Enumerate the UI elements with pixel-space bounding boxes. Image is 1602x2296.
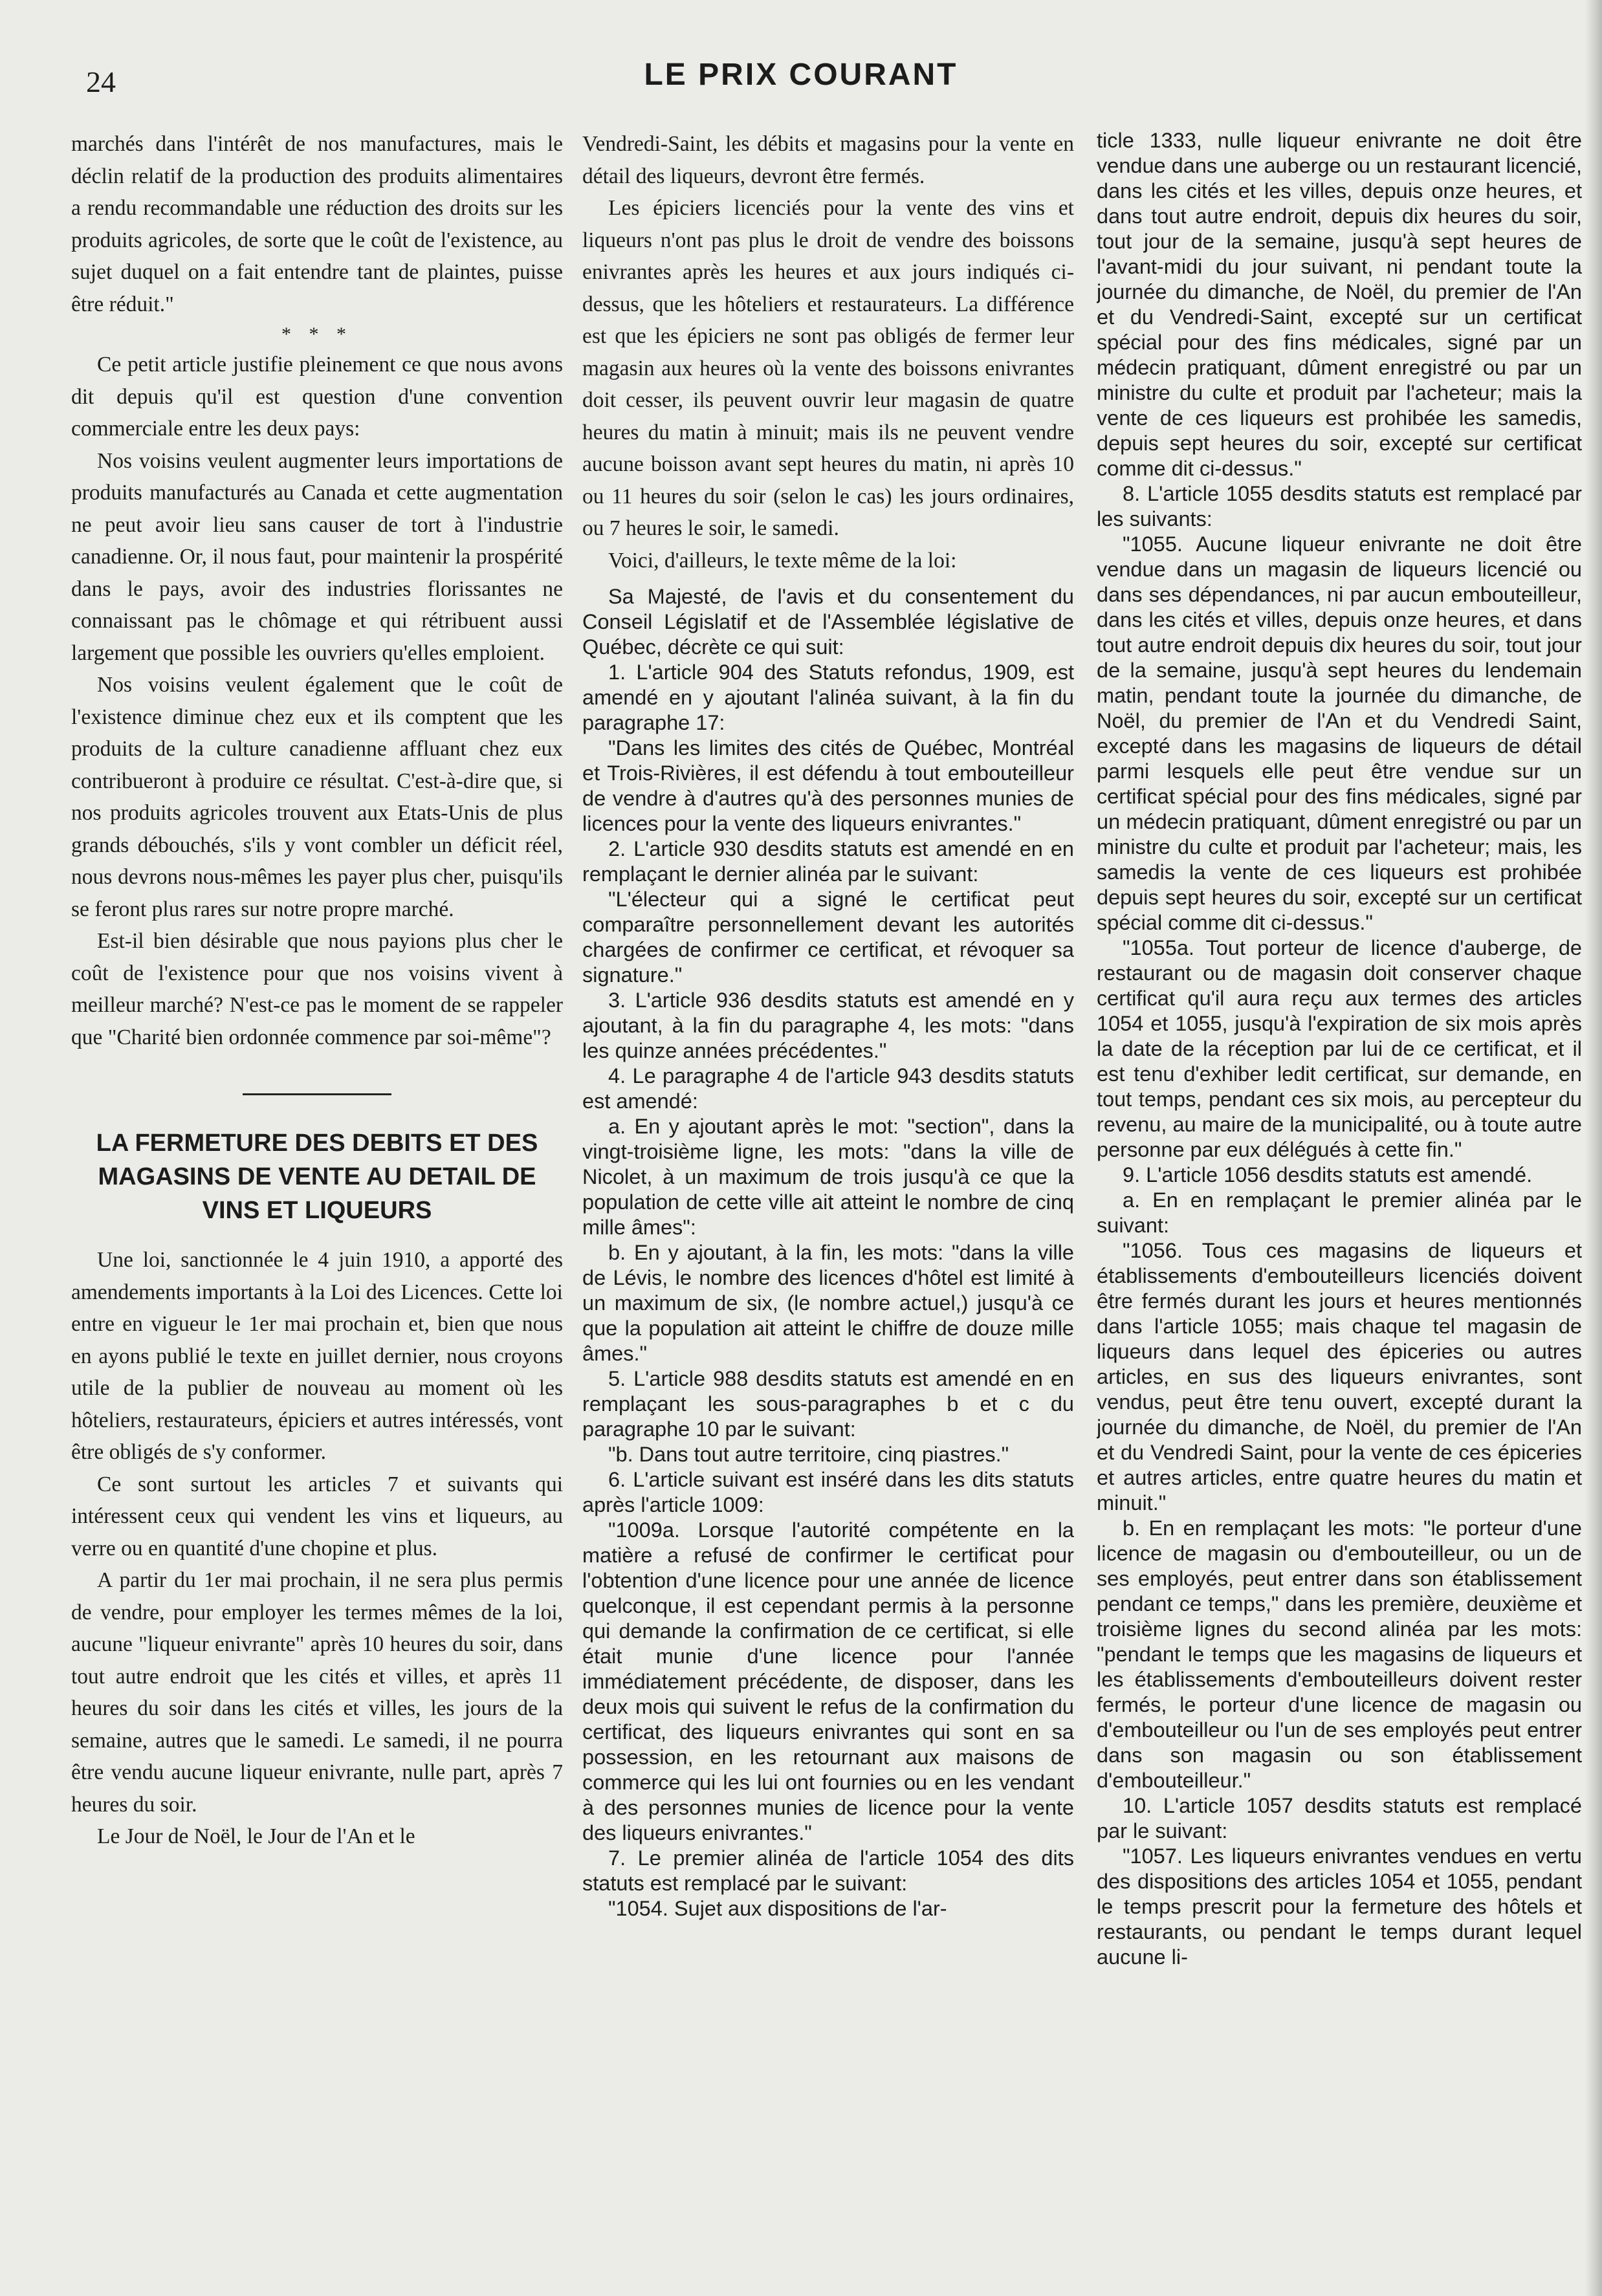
law-text: a. En en remplaçant le premier alinéa par le suivant: xyxy=(1097,1188,1582,1237)
law-text: 8. L'article 1055 desdits statuts est remplacé par les suivants: xyxy=(1097,482,1582,530)
page-edge-shadow xyxy=(1585,0,1602,2296)
law-text: "1057. Les liqueurs enivrantes vendues en vertu des dispositions des articles 1054 et 1055, pendant le temps prescrit pour la fermeture des hôtels et restaurants, ou pendant le temps durant lequel aucune li- xyxy=(1097,1844,1582,1969)
paragraph: Ce sont surtout les articles 7 et suivants qui intéressent ceux qui vendent les vins et liqueurs, au verre ou en quantité d'une chopine et plus. xyxy=(71,1472,563,1560)
law-text: ticle 1333, nulle liqueur enivrante ne doit être vendue dans une auberge ou un restaurant licencié, dans les cités et les villes, depuis onze heures, et dans tout autre endroit, depuis dix heures du soir, tout jour de la semaine, jusqu'à sept heures de l'avant-midi du jour suivant, ni pendant toute la journée du dimanche, de Noël, du premier de l'An et du Vendredi-Saint, excepté sur un certificat spécial pour des fins médicales, signé par un médecin pratiquant, dûment enregistré ou par un ministre du culte et produit par l'acheteur; mais la vente de ces liqueurs est prohibée les samedis, depuis sept heures du soir, excepté sur certificat comme dit ci-dessus." xyxy=(1097,129,1582,480)
law-text: 10. L'article 1057 desdits statuts est remplacé par le suivant: xyxy=(1097,1794,1582,1842)
paragraph: Nos voisins veulent également que le coût de l'existence diminue chez eux et ils comptent que les produits de la culture canadienne affluant chez eux contribueront à produire ce résultat. C'est-à-dire que, si nos produits agricoles trouvent aux Etats-Unis de plus grands débouchés, s'ils y vont combler un déficit réel, nous devrons nous-mêmes les payer plus cher, puisqu'ils se feront plus rares sur notre propre marché. xyxy=(71,673,563,921)
paragraph: Ce petit article justifie pleinement ce que nous avons dit depuis qu'il est question d'une convention commerciale entre les deux pays: xyxy=(71,353,563,441)
column-left xyxy=(71,128,563,2244)
page-header xyxy=(0,53,1602,105)
paragraph: Voici, d'ailleurs, le texte même de la loi: xyxy=(608,548,957,573)
paragraph: Les épiciers licenciés pour la vente des vins et liqueurs n'ont pas plus le droit de vendre des boissons enivrantes après les heures et aux jours indiqués ci-dessus, que les hôteliers et restaurateurs. La différence est que les épiciers ne sont pas obligés de fermer leur magasin aux heures où la vente des boissons enivrantes doit cesser, ils peuvent ouvrir leur magasin de quatre heures du matin à minuit; mais ils ne peuvent vendre aucune boisson avant sept heures du matin, ni après 10 ou 11 heures du soir (selon le cas) les jours ordinaires, ou 7 heures le soir, le samedi. xyxy=(582,196,1074,540)
law-text: b. En y ajoutant, à la fin, les mots: "dans la ville de Lévis, le nombre des licences d'hôtel est limité à un maximum de six, (le nombre actuel,) jusqu'à ce que la population ait atteint le chiffre de douze mille âmes." xyxy=(582,1241,1074,1365)
law-text: a. En y ajoutant après le mot: "section", dans la vingt-troisième ligne, les mots: "dans la ville de Nicolet, à un maximum de trois jusqu'à ce que la population de cette ville ait atteint le nombre de cinq mille âmes": xyxy=(582,1115,1074,1239)
law-text: "1009a. Lorsque l'autorité compétente en la matière a refusé de confirmer le certificat pour l'obtention d'une licence pour une année de licence quelconque, il est cependant permis à la personne qui demande la confirmation de ce certificat, si elle était munie d'une licence pour l'année immédiatement précédente, de disposer, dans les deux mois qui suivent le refus de la confirmation du certificat, des liqueurs enivrantes qui sont en sa possession, en les retournant aux maisons de commerce qui les lui ont fournies ou en les vendant à des personnes munies de licence pour la vente des liqueurs enivrantes." xyxy=(582,1518,1074,1844)
law-text: 3. L'article 936 desdits statuts est amendé en y ajoutant, à la fin du paragraphe 4, les mots: "dans les quinze années précédentes." xyxy=(582,989,1074,1062)
paragraph: marchés dans l'intérêt de nos manufactures, mais le déclin relatif de la production des produits alimentaires a rendu recommandable une réduction des droits sur les produits agricoles, de sorte que le coût de l'existence, au sujet duquel on a fait entendre tant de plaintes, puisse être réduit." xyxy=(71,132,563,316)
law-text: 9. L'article 1056 desdits statuts est amendé. xyxy=(1123,1163,1533,1186)
law-text: 6. L'article suivant est inséré dans les dits statuts après l'article 1009: xyxy=(582,1468,1074,1516)
page-number: 24 xyxy=(86,65,116,98)
spacer xyxy=(582,576,1074,584)
law-text: Sa Majesté, de l'avis et du consentement du Conseil Législatif et de l'Assemblée législative de Québec, décrète ce qui suit: xyxy=(582,585,1074,659)
law-text: 1. L'article 904 des Statuts refondus, 1909, est amendé en y ajoutant l'alinéa suivant, à la fin du paragraphe 17: xyxy=(582,661,1074,734)
paragraph: Une loi, sanctionnée le 4 juin 1910, a apporté des amendements importants à la Loi des Licences. Cette loi entre en vigueur le 1er mai prochain et, bien que nous en ayons publié le texte en juillet dernier, nous croyons utile de la publier de nouveau au moment où les hôteliers, restaurateurs, épiciers et autres intéressés, vont être obligés de s'y conformer. xyxy=(71,1248,563,1464)
section-asterism: * * * xyxy=(281,323,353,345)
paragraph: Vendredi-Saint, les débits et magasins pour la vente en détail des liqueurs, devront être fermés. xyxy=(582,132,1074,188)
column-right xyxy=(1097,128,1582,2282)
paragraph: Nos voisins veulent augmenter leurs importations de produits manufacturés au Canada et cette augmentation ne peut avoir lieu sans causer de tort à l'industrie canadienne. Or, il nous faut, pour maintenir la prospérité dans le pays, avoir des industries florissantes ne connaissant pas le chômage et qui rétribuent aussi largement que possible les ouvriers qu'elles emploient. xyxy=(71,448,563,665)
law-text: "L'électeur qui a signé le certificat peut comparaître personnellement devant les autorités chargées de confirmer ce certificat, et révoquer sa signature." xyxy=(582,888,1074,987)
law-text: "1056. Tous ces magasins de liqueurs et établissements d'embouteilleurs licenciés doivent être fermés durant les jours et heures mentionnés dans l'article 1055; mais chaque tel magasin de liqueurs dans lequel des épiceries ou autres articles, en sus des liqueurs enivrantes, sont vendus, peut être tenu ouvert, excepté durant la journée du dimanche, de Noël, du premier de l'An et du Vendredi Saint, pour la vente de ces épiceries et autres articles, entre quatre heures du matin et minuit." xyxy=(1097,1239,1582,1514)
law-text: "Dans les limites des cités de Québec, Montréal et Trois-Rivières, il est défendu à tout embouteilleur de vendre à d'autres qu'à des personnes munies de licences pour la vente des liqueurs enivrantes." xyxy=(582,736,1074,835)
law-text: "1054. Sujet aux dispositions de l'ar- xyxy=(608,1897,947,1920)
paragraph: A partir du 1er mai prochain, il ne sera plus permis de vendre, pour employer les termes mêmes de la loi, aucune "liqueur enivrante" après 10 heures du soir, dans tout autre endroit que les cités et villes, et après 11 heures du soir dans les cités et villes, les jours de la semaine, autres que le samedi. Le samedi, il ne pourra être vendu aucune liqueur enivrante, nulle part, après 7 heures du soir. xyxy=(71,1568,563,1817)
law-text: 5. L'article 988 desdits statuts est amendé en en remplaçant les sous-paragraphes b et c du paragraphe 10 par le suivant: xyxy=(582,1367,1074,1441)
law-text: b. En en remplaçant les mots: "le porteur d'une licence de magasin ou d'embouteilleur, ou un de ses employés, peut entrer dans son établissement pendant ce temps," dans les première, deuxième et troisième lignes du second alinéa par les mots: "pendant le temps que les magasins de liqueurs et les établissements d'embouteilleurs doivent rester fermés, le porteur d'une licence de magasin ou d'embouteilleur ou l'un de ses employés peut entrer dans son magasin ou son établissement d'embouteilleur." xyxy=(1097,1516,1582,1792)
law-text: 2. L'article 930 desdits statuts est amendé en en remplaçant le dernier alinéa par le suivant: xyxy=(582,837,1074,886)
paragraph: Est-il bien désirable que nous payions plus cher le coût de l'existence pour que nos voisins vivent à meilleur marché? N'est-ce pas le moment de se rappeler que "Charité bien ordonnée commence par soi-même"? xyxy=(71,929,563,1049)
law-text: 4. Le paragraphe 4 de l'article 943 desdits statuts est amendé: xyxy=(582,1064,1074,1113)
law-text: 7. Le premier alinéa de l'article 1054 des dits statuts est remplacé par le suivant: xyxy=(582,1846,1074,1895)
law-text: "b. Dans tout autre territoire, cinq piastres." xyxy=(608,1443,1009,1466)
article-heading: LA FERMETURE DES DEBITS ET DES MAGASINS DE VENTE AU DETAIL DE VINS ET LIQUEURS xyxy=(96,1130,538,1224)
paragraph: Le Jour de Noël, le Jour de l'An et le xyxy=(97,1824,415,1848)
journal-title: LE PRIX COURANT xyxy=(644,58,958,92)
law-text: "1055a. Tout porteur de licence d'auberge, de restaurant ou de magasin doit conserver chaque certificat qu'il aura reçu aux termes des articles 1054 et 1055, jusqu'à l'expiration de six mois après la date de la réception par lui de ce certificat, et il est tenu d'exhiber ledit certificat, sur demande, en tout temps, pendant ces six mois, au percepteur du revenu, au maire de la municipalité, ou à toute autre personne par eux délégués à cette fin." xyxy=(1097,936,1582,1161)
law-text: "1055. Aucune liqueur enivrante ne doit être vendue dans un magasin de liqueurs licencié ou dans ses dépendances, ni par aucun embouteilleur, dans les cités et villes, depuis onze heures, et dans tout autre endroit depuis dix heures du soir, tout jour de la semaine, jusqu'à sept heures du lendemain matin, pendant toute la journée du dimanche, de Noël, du premier de l'An et du Vendredi Saint, excepté dans les magasins de liqueurs de détail parmi lesquels elle peut être vendue sur un certificat spécial pour des fins médicales, signé par un médecin pratiquant, dûment enregistré ou par un ministre du culte et produit par l'acheteur; mais, les samedis la vente de ces liqueurs est prohibée depuis sept heures du soir, excepté sur un certificat spécial comme dit ci-dessus." xyxy=(1097,532,1582,934)
section-divider xyxy=(243,1093,391,1095)
column-middle xyxy=(582,128,1074,2263)
